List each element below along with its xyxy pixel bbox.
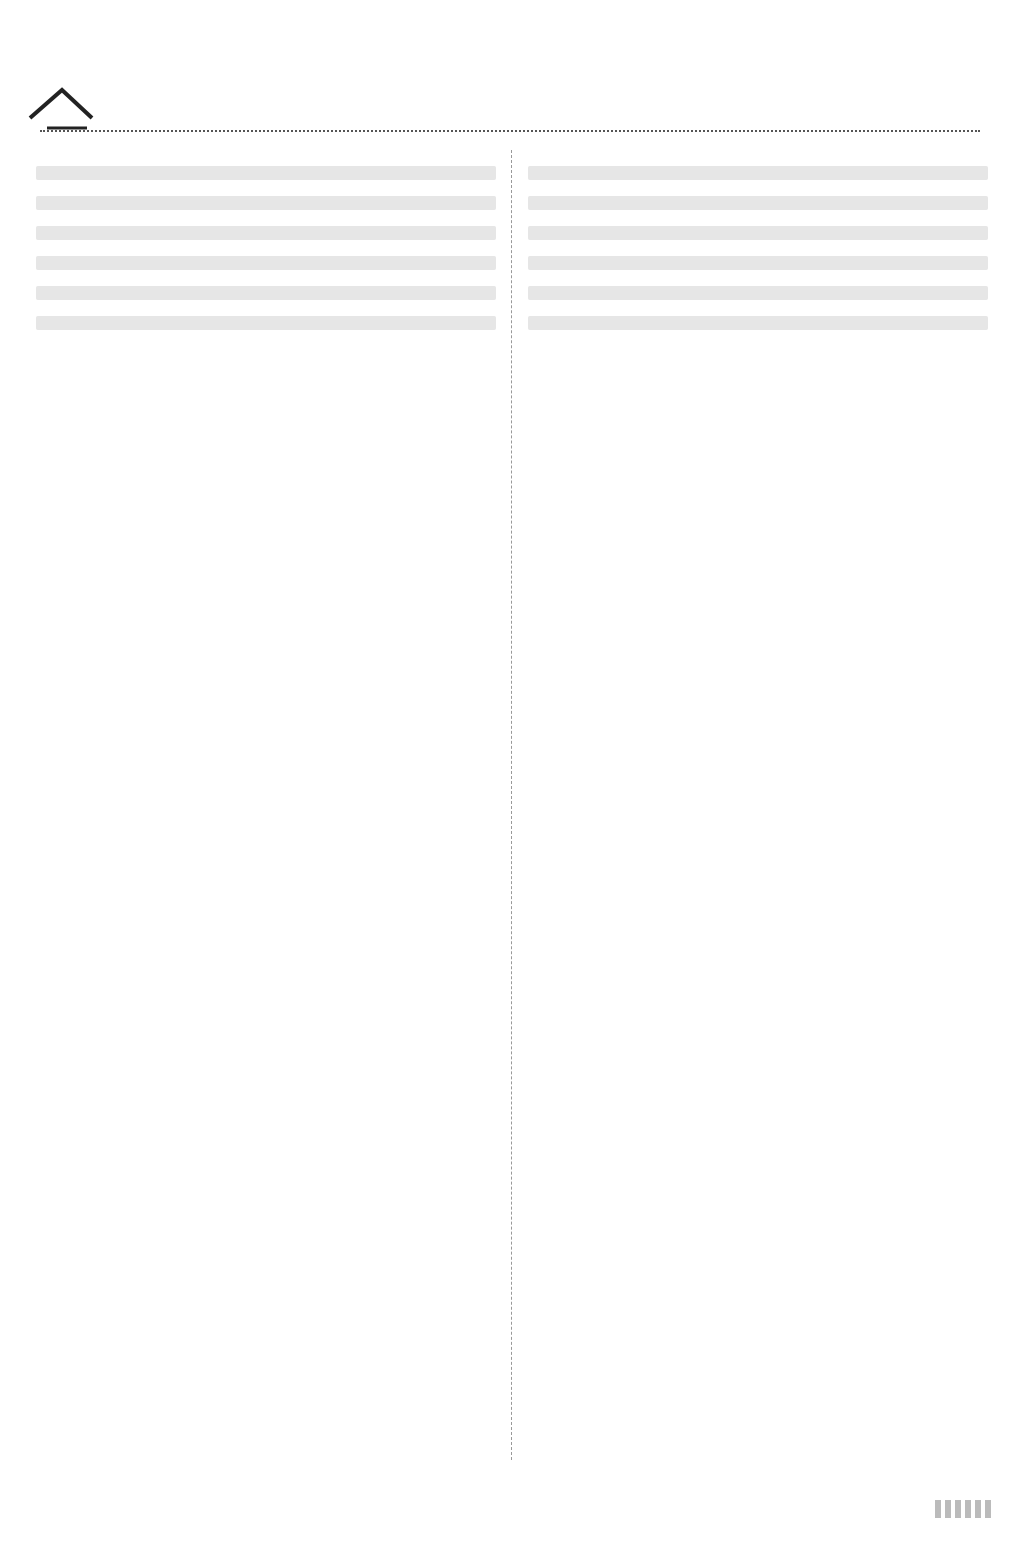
text-line	[528, 316, 988, 330]
column-divider	[511, 150, 512, 1460]
text-line	[36, 256, 496, 270]
text-line	[36, 226, 496, 240]
page-header	[0, 0, 1024, 150]
text-line	[528, 226, 988, 240]
answer-content	[36, 150, 988, 1460]
footer-decoration	[935, 1500, 995, 1518]
header-rule	[40, 130, 980, 132]
right-column	[528, 150, 988, 1460]
text-line	[36, 196, 496, 210]
text-line	[36, 166, 496, 180]
text-line	[36, 286, 496, 300]
left-column	[36, 150, 496, 1460]
page-footer	[0, 1480, 1024, 1540]
text-line	[528, 196, 988, 210]
publisher-logo-icon	[22, 78, 112, 138]
text-line	[528, 286, 988, 300]
text-line	[36, 316, 496, 330]
brand-logo	[980, 90, 984, 134]
text-line	[528, 256, 988, 270]
text-line	[528, 166, 988, 180]
